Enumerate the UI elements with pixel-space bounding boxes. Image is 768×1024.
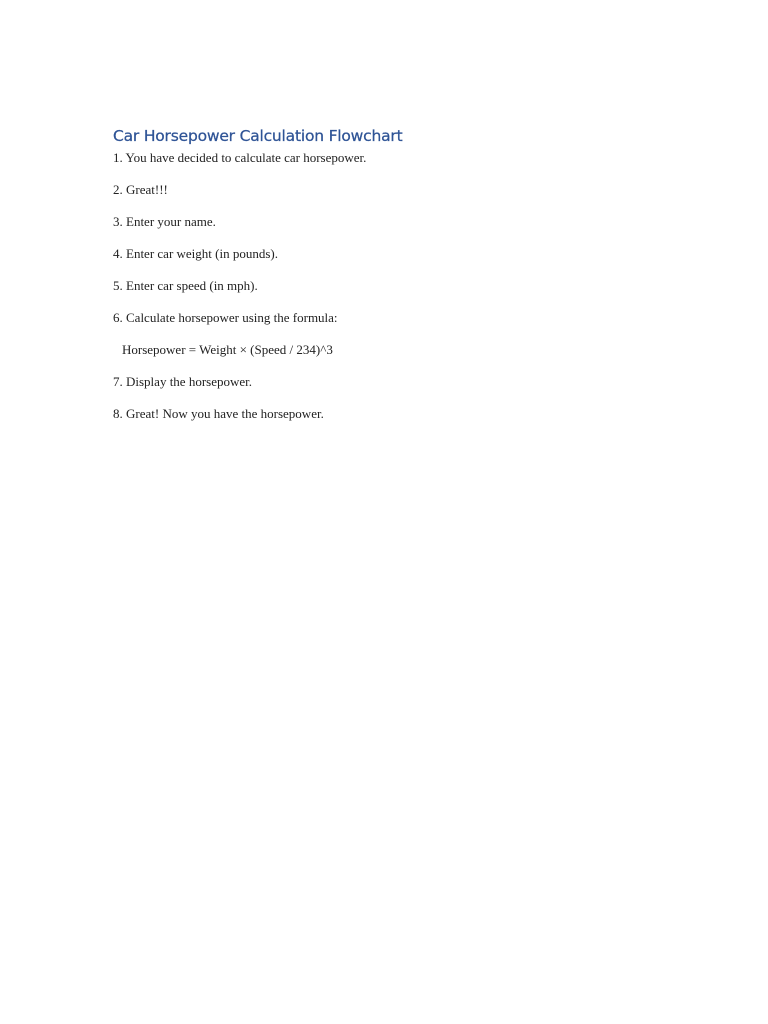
step-6: 6. Calculate horsepower using the formula: — [113, 310, 338, 325]
document-body — [113, 124, 673, 436]
step-7: 7. Display the horsepower. — [113, 374, 253, 389]
formula-line: Horsepower = Weight × (Speed / 234)^3 — [122, 342, 333, 357]
step-4: 4. Enter car weight (in pounds). — [113, 246, 278, 261]
step-8: 8. Great! Now you have the horsepower. — [113, 406, 324, 421]
document-title: Car Horsepower Calculation Flowchart — [113, 127, 403, 145]
step-list — [113, 148, 673, 436]
step-5: 5. Enter car speed (in mph). — [113, 278, 258, 293]
step-2: 2. Great!!! — [113, 182, 168, 197]
step-1: 1. You have decided to calculate car horsepower. — [113, 150, 367, 165]
step-3: 3. Enter your name. — [113, 214, 216, 229]
